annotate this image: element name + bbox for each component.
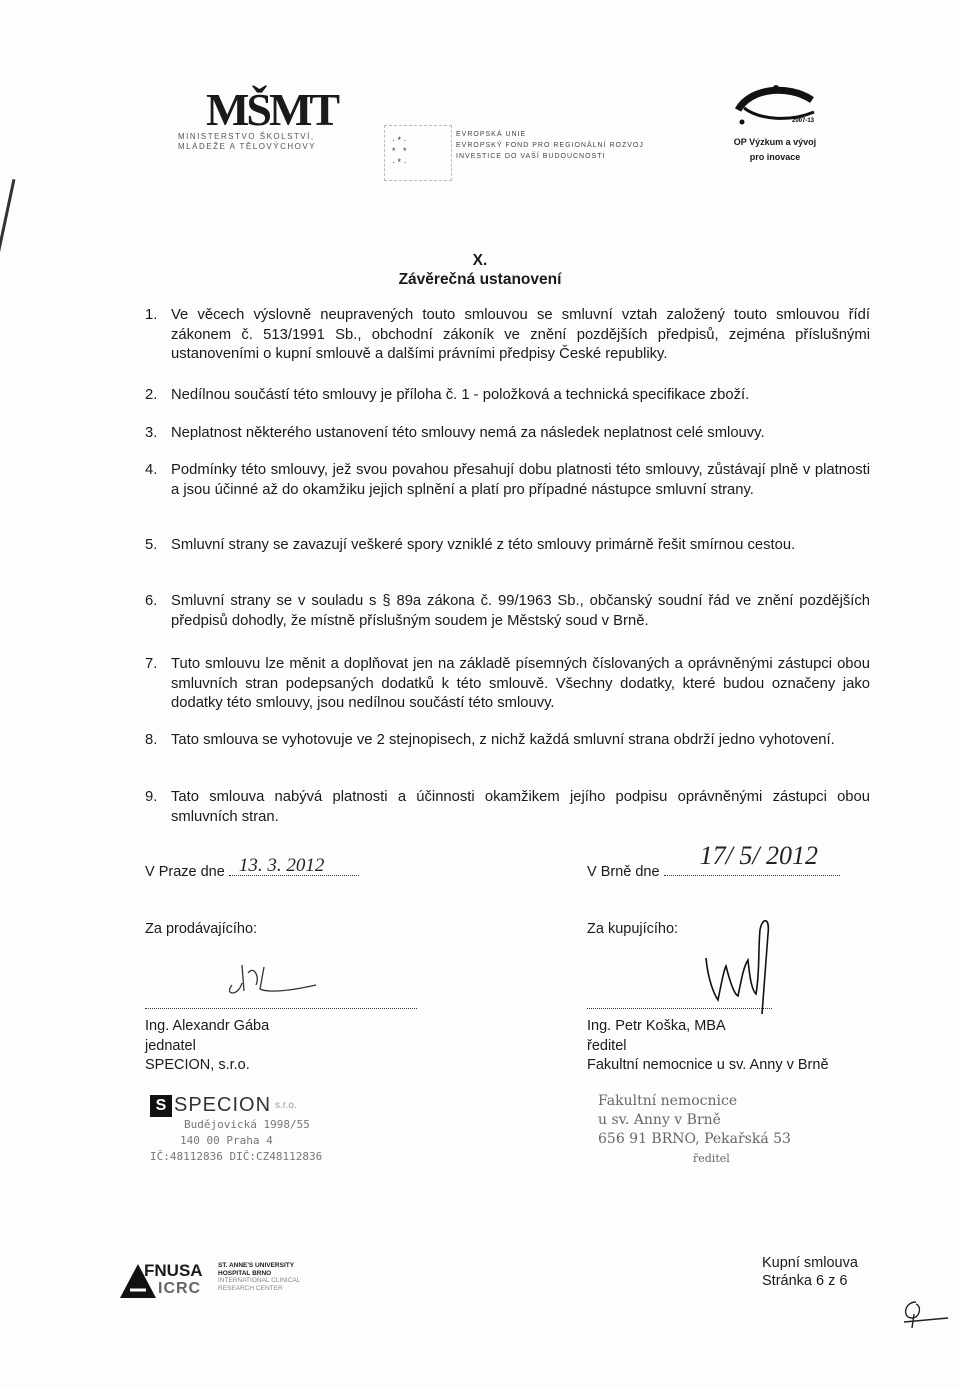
eu-stars-icon: · * · * * · * ·: [392, 135, 407, 167]
clause-4: [145, 461, 870, 500]
footer-doc-name: Kupní smlouva: [762, 1255, 858, 1271]
clause-text: Tato smlouva se vyhotovuje ve 2 stejnopisech, z nichž každá smluvní strana obdrží jedno vyhotovení.: [171, 732, 835, 748]
eu-text-line3: INVESTICE DO VAŠÍ BUDOUCNOSTI: [456, 153, 606, 160]
clause-text: Nedílnou součástí této smlouvy je příloha č. 1 - položková a technická specifikace zboží.: [171, 387, 750, 403]
clause-5: [145, 536, 870, 556]
clause-text: Ve věcech výslovně neupravených touto smlouvou se smluvní vztah založený touto smlouvou řídí zákonem č. 513/1991 Sb., obchodní zákoník ve znění pozdějších předpisů, zejména příslušnými ustanoveními o kupní smlouvě a dalšími právními předpisy České republiky.: [171, 307, 870, 362]
clause-9: [145, 788, 870, 827]
msmt-monogram: MŠMT: [206, 84, 338, 135]
icrc-text: ICRC: [158, 1280, 202, 1297]
clause-number: 8.: [145, 732, 158, 748]
op-year: 2007-13: [792, 118, 815, 124]
op-vavpi-logo: [700, 82, 850, 163]
buyer-company: Fakultní nemocnice u sv. Anny v Brně: [587, 1057, 829, 1073]
page-initials-mark: [896, 1296, 952, 1330]
fn-stamp-line1: Fakultní nemocnice: [598, 1093, 738, 1109]
fn-stamp: [598, 1092, 791, 1168]
seller-place-date: [145, 855, 359, 880]
seller-signature-line: [145, 1008, 417, 1009]
seller-company: SPECION, s.r.o.: [145, 1057, 250, 1073]
seller-signature: [220, 955, 330, 1005]
seller-name: Ing. Alexandr Gába: [145, 1018, 270, 1034]
buyer-place-date: [587, 841, 840, 880]
footer-page-label: Stránka 6 z 6: [762, 1273, 848, 1289]
clause-number: 2.: [145, 387, 158, 403]
fnusa-caption-line4: RESEARCH CENTER: [218, 1284, 283, 1292]
clause-number: 3.: [145, 425, 158, 441]
clause-number: 5.: [145, 537, 158, 553]
buyer-date: 17/ 5/ 2012: [699, 841, 819, 870]
specion-stamp: [150, 1094, 340, 1165]
clause-number: 6.: [145, 593, 158, 609]
specion-stamp-name: SPECION: [174, 1094, 272, 1116]
section-number: X.: [472, 252, 488, 269]
specion-stamp-suffix: s.r.o.: [275, 1100, 297, 1111]
op-text-line1: OP Výzkum a vývoj: [733, 137, 817, 147]
buyer-name: Ing. Petr Koška, MBA: [587, 1018, 726, 1034]
seller-place: V Praze dne: [145, 864, 225, 880]
buyer-role: ředitel: [587, 1037, 627, 1054]
buyer-label: Za kupujícího:: [587, 921, 679, 937]
seller-signatory: [145, 1017, 269, 1076]
section-title: Závěrečná ustanovení: [398, 271, 562, 288]
specion-logo-icon: S: [150, 1095, 172, 1117]
clause-6: [145, 592, 870, 631]
eu-text: [456, 129, 644, 162]
fnusa-caption-line2: HOSPITAL BRNO: [218, 1269, 272, 1277]
eu-text-line1: EVROPSKÁ UNIE: [456, 131, 527, 138]
specion-address-line2: 140 00 Praha 4: [180, 1134, 273, 1147]
fnusa-logo-caption: [218, 1262, 300, 1292]
clause-text: Tuto smlouvu lze měnit a doplňovat jen na základě písemných číslovaných a oprávněnými zástupci obou smluvních stran podepsaných dodatků k této smlouvě. Všechny dodatky, které budou označeny jako dodatky této smlouvy, jsou nedílnou součástí této smlouvy.: [171, 656, 870, 711]
clause-number: 9.: [145, 789, 158, 805]
clause-number: 1.: [145, 307, 158, 323]
clause-text: Smluvní strany se v souladu s § 89a zákona č. 99/1963 Sb., občanský soudní řád ve znění pozdějších předpisů dohodly, že místně příslušným soudem je Městský soud v Brně.: [171, 593, 870, 629]
specion-ids: IČ:48112836 DIČ:CZ48112836: [150, 1150, 323, 1163]
specion-address-line1: Budějovická 1998/55: [184, 1118, 310, 1131]
seller-label: Za prodávajícího:: [145, 921, 258, 937]
clause-text: Tato smlouva nabývá platnosti a účinnosti okamžikem jejího podpisu oprávněnými zástupci obou smluvních stran.: [171, 789, 870, 825]
buyer-date-line: [664, 841, 840, 876]
fnusa-caption-line3: INTERNATIONAL CLINICAL: [218, 1277, 301, 1284]
eu-text-line2: EVROPSKÝ FOND PRO REGIONÁLNÍ ROZVOJ: [456, 142, 644, 149]
fnusa-caption-line1: ST. ANNE'S UNIVERSITY: [218, 1262, 295, 1269]
clause-8: [145, 731, 870, 751]
msmt-logo: [178, 84, 338, 152]
clause-1: [145, 306, 870, 365]
clause-text: Smluvní strany se zavazují veškeré spory vzniklé z této smlouvy primárně řešit smírnou cestou.: [171, 537, 796, 553]
buyer-place: V Brně dne: [587, 864, 660, 880]
seller-date-line: [229, 855, 359, 876]
footer-doc-info: [762, 1254, 858, 1290]
msmt-name-line1: MINISTERSTVO ŠKOLSTVÍ,: [178, 132, 315, 141]
seller-date: 13. 3. 2012: [238, 855, 325, 876]
fn-stamp-line2: u sv. Anny v Brně: [598, 1112, 721, 1128]
msmt-name-line2: MLÁDEŽE A TĚLOVÝCHOVY: [178, 142, 317, 151]
seller-role: jednatel: [145, 1037, 196, 1054]
op-swoosh-icon: [730, 82, 820, 128]
buyer-signature-line: [587, 1008, 772, 1009]
clause-text: Neplatnost některého ustanovení této smlouvy nemá za následek neplatnost celé smlouvy.: [171, 425, 765, 441]
fn-stamp-line3: 656 91 BRNO, Pekařská 53: [598, 1131, 791, 1147]
clause-number: 7.: [145, 656, 158, 672]
clause-7: [145, 655, 870, 714]
clause-number: 4.: [145, 462, 158, 478]
op-text-line2: pro inovace: [749, 152, 801, 162]
fnusa-text: FNUSA: [144, 1261, 203, 1280]
fn-stamp-line4: ředitel: [693, 1152, 730, 1165]
clause-2: [145, 386, 870, 406]
buyer-signatory: [587, 1017, 829, 1076]
clause-3: [145, 424, 870, 444]
buyer-signature: [700, 910, 780, 1020]
clause-text: Podmínky této smlouvy, jež svou povahou přesahují dobu platnosti této smlouvy, zůstávají plně v platnosti a jsou účinné až do okamžiku jejich splnění a platí pro případné nástupce smluvní strany.: [171, 462, 870, 498]
